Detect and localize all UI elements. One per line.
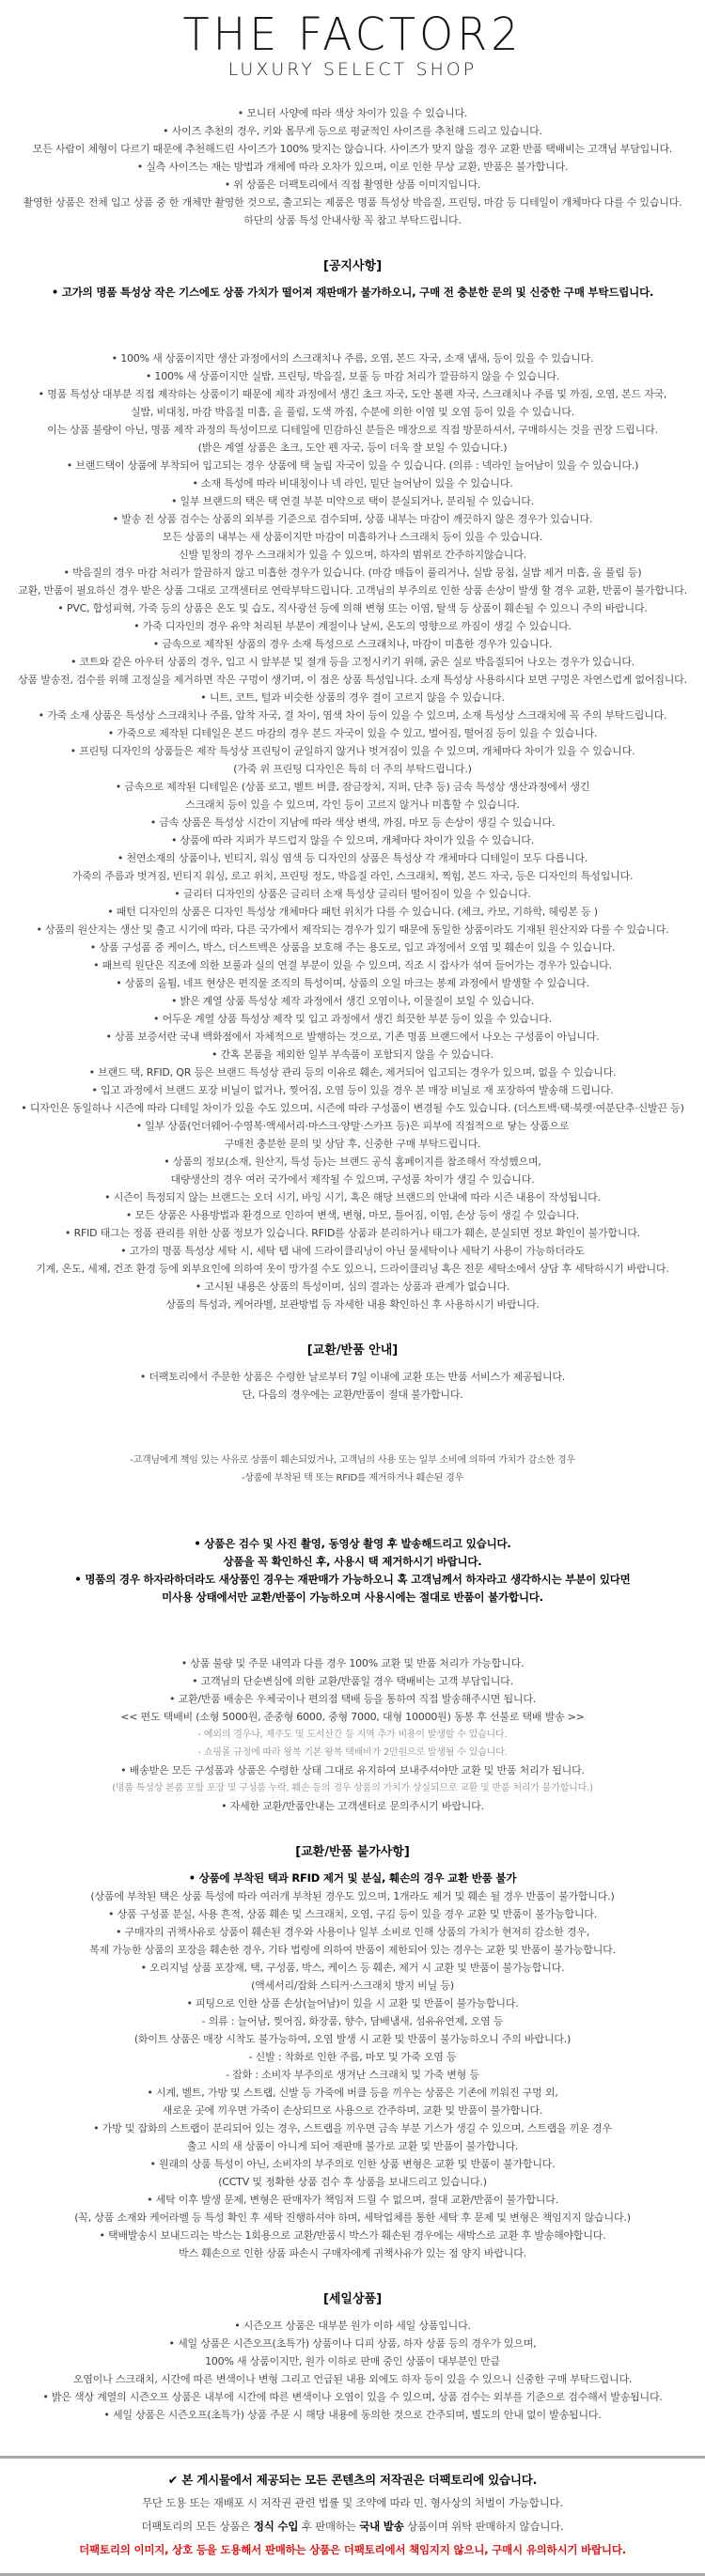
notice-line-segment: 국내 발송: [359, 2520, 404, 2534]
notice-line: • 상품에 따라 지퍼가 부드럽지 않을 수 있으며, 개체마다 차이가 있을 수 있습니다.: [170, 834, 535, 847]
notice-line: • 코트와 같은 아우터 상품의 경우, 입고 시 앞부분 및 절개 등을 고정시키기 위해, 굵은 실로 박음질되어 나오는 경우가 있습니다.: [70, 656, 635, 669]
section-title: [교환/반품 불가사항]: [295, 1845, 410, 1860]
notice-line: 이는 상품 불량이 아닌, 명품 제작 과정의 특성이므로 디테일에 민감하신 분들은 매장으로 직접 방문하셔서, 구매하시는 것을 권장 드립니다.: [47, 424, 658, 437]
notice-line: (명품 특성상 본품 포함 포장 및 구성품 누락, 훼손 등의 경우 상품의 가치가 상실되므로 교환 및 반품 처리가 불가합니다.): [112, 1783, 593, 1794]
notice-line: • 모니터 사양에 따라 색상 차이가 있을 수 있습니다.: [237, 107, 468, 120]
notice-line: • 더팩토리에서 주문한 상품은 수령한 날로부터 7일 이내에 교환 또는 반품 서비스가 제공됩니다.: [139, 1371, 566, 1384]
notice-line: • 프린팅 디자인의 상품들은 제작 특성상 프린팅이 균일하지 않거나 벗겨짐이 있을 수 있으며, 개체마다 차이가 있을 수 있습니다.: [70, 745, 635, 758]
notice-section: [0, 2290, 705, 2424]
notice-line: 구매전 충분한 문의 및 상담 후, 신중한 구매 부탁드립니다.: [224, 1138, 481, 1151]
notice-line: • 밝은 색상 계열의 시즌오프 상품은 내부에 시간에 따른 변색이나 오염이 있을 수 있으며, 상품 검수는 외부를 기준으로 검수해서 발송됩니다.: [42, 2391, 663, 2404]
notice-line: • 니트, 코트, 털과 비슷한 상품의 경우 결이 고르지 않을 수 있습니다.: [200, 691, 505, 705]
notice-line: • 모든 상품은 사용방법과 환경으로 인하여 변색, 변형, 마모, 틀어짐, 이염, 손상 등이 생길 수 있습니다.: [125, 1209, 580, 1222]
notice-line: • 브랜드택이 상품에 부착되어 입고되는 경우 상품에 택 눌림 자국이 있을 수 있습니다. (의류 : 넥라인 늘어남이 있을 수 있습니다.): [66, 459, 639, 473]
notice-line: • 시즌오프 상품은 대부분 원가 이하 세일 상품입니다.: [234, 2320, 471, 2333]
notice-line: • 상품 구성품 분실, 사용 흔적, 상품 훼손 및 스크래치, 오염, 구김 등이 있을 경우 교환 및 반품이 불가능합니다.: [108, 1908, 597, 1921]
notice-line: • 상품의 올튐, 네프 현상은 편직물 조직의 특성이며, 상품의 오일 마크는 봉제 과정에서 발생할 수 있습니다.: [116, 977, 589, 990]
notice-line: << 편도 택배비 (소형 5000원, 준중형 6000, 중형 7000, 대형 10000원) 동봉 후 선불로 택배 발송 >>: [120, 1711, 585, 1724]
notice-line: • 브랜드 택, RFID, QR 등은 브랜드 특성상 관리 등의 이유로 훼손, 제거되어 입고되는 경우가 있으며, 없을 수 있습니다.: [88, 1066, 617, 1079]
notice-line: • 위 상품은 더팩토리에서 직접 촬영한 상품 이미지입니다.: [224, 178, 481, 192]
notice-line-segment: 본 게시물에서 제공되는 모든 콘텐츠의 저작권은 더팩토리에 있습니다.: [178, 2473, 538, 2488]
notice-line: (CCTV 및 정확한 상품 검수 후 상품을 보내드리고 있습니다.): [218, 2176, 487, 2189]
notice-line: • 금속으로 제작된 상품의 경우 소재 특성으로 스크래치나, 마감이 미흡한 경우가 있습니다.: [152, 638, 553, 651]
notice-line: • 입고 과정에서 브랜드 포장 비닐이 없거나, 찢어짐, 오염 등이 있을 경우 본 매장 비닐로 재 포장하여 발송해 드립니다.: [91, 1084, 614, 1097]
notice-line: (꼭, 상품 소재와 케어라벨 등 특성 확인 후 세탁 진행하셔야 하며, 세탁업체를 통한 세탁 후 문제 및 변형은 책임지지 않습니다.): [74, 2211, 631, 2225]
notice-line: • 고가의 명품 특성상 세탁 시, 세탁 탭 내에 드라이클리닝이 아닌 물세탁이나 세탁기 사용이 가능하더라도: [120, 1245, 585, 1258]
notice-line: • 일부 상품(언더웨어·수영복·액세서리·마스크·양말·스카프 등)은 피부에 직접적으로 닿는 상품으로: [135, 1120, 570, 1133]
notice-line: • 상품 구성품 중 케이스, 박스, 더스트백은 상품을 보호해 주는 용도로, 입고 과정에서 오염 및 훼손이 있을 수 있습니다.: [89, 941, 616, 954]
notice-line: • PVC, 합성피혁, 가죽 등의 상품은 온도 및 습도, 직사광선 등에 의해 변형 또는 이염, 탈색 등 상품이 훼손될 수 있으니 주의 바랍니다.: [57, 602, 648, 615]
spacer: [0, 1622, 705, 1639]
section-title: [세일상품]: [322, 2292, 383, 2307]
notice-line: • 100% 새 상품이지만 실밥, 프린팅, 박음질, 보풀 등 마감 처리가 깔끔하지 않을 수 있습니다.: [145, 370, 560, 383]
notice-line: • 세탁 이후 발생 문제, 변형은 판매자가 책임져 드릴 수 없으며, 절대 교환/반품이 불가합니다.: [147, 2194, 558, 2207]
notice-line: 박스 훼손으로 인한 상품 파손시 구매자에게 귀책사유가 있는 점 양지 바랍니다.: [179, 2247, 526, 2260]
notice-line: • 상품 보증서란 국내 백화점에서 자체적으로 발행하는 것으로, 기존 명품 브랜드에서 나오는 구성품이 아닙니다.: [105, 1031, 600, 1044]
notice-line: • 사이즈 추천의 경우, 키와 몸무게 등으로 평균적인 사이즈를 추천해 드리고 있습니다.: [163, 125, 542, 138]
notice-line: • 일부 브랜드의 택은 택 연결 부분 미약으로 택이 분실되거나, 분리될 수 있습니다.: [170, 495, 535, 508]
notice-line: • 발송 전 상품 검수는 상품의 외부를 기준으로 검수되며, 상품 내부는 마감이 깨끗하지 않은 경우가 있습니다.: [112, 513, 593, 526]
notice-line: 더팩토리의 이미지, 상호 등을 도용해서 판매하는 상품은 더팩토리에서 책임지지 않으니, 구매시 유의하시기 바랍니다.: [79, 2543, 626, 2557]
notice-line: 상품 발송전, 검수를 위해 고정실을 제거하면 작은 구멍이 생기며, 이 점은 상품 특성입니다. 소재 특성상 사용하시다 보면 구멍은 자연스럽게 없어집니다.: [18, 674, 687, 687]
notice-line-segment: 후 판매하는: [298, 2520, 360, 2534]
notice-line: 무단 도용 또는 재배포 시 저작권 관련 법률 및 조약에 따라 민. 형사상의 처벌이 가능합니다.: [141, 2496, 563, 2510]
notice-line: (밝은 계열 상품은 초크, 도안 펜 자국, 등이 더욱 잘 보일 수 있습니다.): [197, 442, 508, 455]
brand-tagline: LUXURY SELECT SHOP: [227, 59, 478, 81]
spacer: [0, 1502, 705, 1520]
notice-line: • 오리지널 상품 포장재, 택, 구성품, 박스, 케이스 등 훼손, 제거 시 교환 및 반품이 불가능합니다.: [140, 1962, 565, 1975]
notice-section: [0, 257, 705, 1313]
notice-line: 모든 상품의 내부는 새 상품이지만 마감이 미흡하거나 스크래치 등이 있을 수 있습니다.: [162, 531, 543, 544]
notice-line: • 상품 불량 및 주문 내역과 다를 경우 100% 교환 및 반품 처리가 가능합니다.: [180, 1657, 525, 1670]
section-title: [교환/반품 안내]: [306, 1343, 399, 1358]
notice-line: • 디자인은 동일하나 시즌에 따라 디테일 차이가 있을 수도 있으며, 시즌에 따라 구성품이 변경될 수도 있습니다. (더스트백·택·북렛·여분단추·신발끈 등): [21, 1102, 684, 1115]
notice-line: 100% 새 상품이지만, 원가 이하로 판매 중인 상품이 대부분인 만큼: [205, 2355, 500, 2368]
notice-line: • 가죽 디자인의 경우 유약 처리된 부분이 계절이나 날씨, 온도의 영향으로 까짐이 생길 수 있습니다.: [133, 620, 572, 633]
notice-line: 미사용 상태에서만 교환/반품이 가능하오며 사용시에는 절대로 반품이 불가합니다.: [162, 1591, 543, 1605]
notice-line: • 배송받은 모든 구성품과 상품은 수령한 상태 그대로 유지하여 보내주셔야만 교환 및 반품 처리가 됩니다.: [120, 1764, 585, 1777]
notice-line: • 고가의 명품 특성상 작은 기스에도 상품 가치가 떨어져 재판매가 불가하오니, 구매 전 충분한 문의 및 신중한 구매 부탁드립니다.: [51, 286, 654, 300]
notice-line: • 시계, 벨트, 가방 및 스트랩, 신발 등 가죽에 버클 등을 끼우는 상품은 기존에 끼워진 구멍 외,: [147, 2087, 558, 2100]
notice-sections: [0, 257, 705, 2424]
footer-copyright-box: [0, 2456, 705, 2576]
spacer: [0, 317, 705, 334]
notice-line: • 택배발송시 보내드리는 박스는 1회용으로 교환/반품시 박스가 훼손된 경우에는 새박스로 교환 후 발송해야합니다.: [99, 2229, 606, 2242]
notice-line: • 교환/반품 배송은 우체국이나 편의점 택배 등을 통하여 직접 발송해주시면 됩니다.: [168, 1693, 537, 1706]
notice-line-segment: 정식 수입: [253, 2520, 299, 2534]
notice-line: 새로운 곳에 끼우면 가죽이 손상되므로 사용으로 간주하며, 교환 및 반품이 불가합니다.: [162, 2104, 543, 2118]
notice-section: [0, 1342, 705, 1815]
notice-line: • 세일 상품은 시즌오프(초특가) 상품 주문 시 해당 내용에 동의한 것으로 간주되며, 별도의 안내 없이 발송됩니다.: [103, 2409, 602, 2422]
notice-line: • RFID 태그는 정품 관리를 위한 상품 정보가 있습니다. RFID를 상품과 분리하거나 태그가 훼손, 분실되면 정보 확인이 불가합니다.: [64, 1227, 640, 1240]
notice-line: • 천연소재의 상품이나, 빈티지, 워싱 염색 등 디자인의 상품은 특성상 각 개체마다 디테일이 모두 다릅니다.: [117, 852, 588, 865]
notice-line: • 금속 상품은 특성상 시간이 지남에 따라 색상 변색, 까짐, 마모 등 손상이 생길 수 있습니다.: [149, 816, 556, 830]
notice-line: • 상품의 원산지는 생산 및 출고 시기에 따라, 다른 국가에서 제작되는 경우가 있기 때문에 동일한 상품이라도 기재된 원산지와 다를 수 있습니다.: [36, 923, 669, 937]
notice-line: [0, 2468, 705, 2491]
notice-line: (상품에 부착된 택은 상품 특성에 따라 여러개 부착된 경우도 있으며, 1개라도 제거 및 훼손 될 경우 반품이 불가합니다.): [90, 1890, 615, 1903]
notice-line: 하단의 상품 특성 안내사항 꼭 참고 부탁드립니다.: [243, 214, 462, 227]
notice-line: • 실측 사이즈는 재는 방법과 개체에 따라 오차가 있으며, 이로 인한 무상 교환, 반품은 불가합니다.: [136, 161, 569, 174]
notice-line: 상품을 꼭 확인하신 후, 사용시 택 제거하시기 바랍니다.: [223, 1555, 482, 1569]
notice-line: • 피팅으로 인한 상품 손상(늘어남)이 있을 시 교환 및 반품이 불가능합니다.: [186, 1997, 519, 2010]
notice-line: 실밥, 비대칭, 마감 박음질 미흡, 올 풀림, 도색 까짐, 수분에 의한 이염 및 오염 등이 있을 수 있습니다.: [130, 406, 574, 419]
notice-line: 기계, 온도, 세제, 건조 환경 등에 외부요인에 의하여 옷이 망가질 수도 있으니, 드라이클리닝 혹은 전문 세탁소에서 상담 후 세탁하시기 바랍니다.: [36, 1263, 669, 1276]
notice-line: (액세서리/잡화 스티커·스크래치 방지 비닐 등): [251, 1979, 454, 1993]
notice-line: • 시즌이 특정되지 않는 브랜드는 오더 시기, 바잉 시기, 혹은 해당 브랜드의 안내에 따라 시즌 내용이 작성됩니다.: [104, 1191, 601, 1204]
notice-line: • 명품의 경우 하자라하더라도 새상품인 경우는 재판매가 가능하오니 혹 고객님께서 하자라고 생각하시는 부분이 있다면: [74, 1573, 631, 1587]
intro-notes: [0, 104, 705, 229]
notice-line: (화이트 상품은 매장 시착도 불가능하여, 오염 발생 시 교환 및 반품이 불가능하오니 주의 바랍니다.): [133, 2033, 572, 2046]
notice-line: • 패브릭 원단은 직조에 의한 보풀과 실의 연결 부분이 있을 수 있으며, 직조 시 잡사가 섞여 들어가는 경우가 있습니다.: [93, 959, 612, 972]
notice-line: • 패턴 디자인의 상품은 디자인 특성상 개체마다 패턴 위치가 다를 수 있습니다. (체크, 카모, 기하학, 헤링본 등 ): [107, 906, 598, 919]
notice-line: 모든 사람이 체형이 다르기 때문에 추천해드린 사이즈가 100% 맞지는 않습니다. 사이즈가 맞지 않을 경우 교환 반품 택배비는 고객님 부담입니다.: [32, 143, 673, 156]
notice-line: 상품의 특성과, 케어라벨, 보관방법 등 자세한 내용 확인하신 후 사용하시기 바랍니다.: [165, 1298, 540, 1311]
notice-line: [0, 2515, 705, 2538]
notice-line: 촬영한 상품은 전체 입고 상품 중 한 개체만 촬영한 것으로, 출고되는 제품은 명품 특성상 박음질, 프린팅, 마감 등 디테일이 개체마다 다를 수 있습니다.: [23, 196, 682, 209]
notice-line: • 가방 및 잡화의 스트랩이 분리되어 있는 경우, 스트랩을 끼우면 금속 부분 기스가 생길 수 있으며, 스트랩을 끼운 경우: [93, 2122, 612, 2135]
notice-line: 교환, 반품이 필요하신 경우 받은 상품 그대로 고객센터로 연락부탁드립니다. 고객님의 부주의로 인한 상품 손상이 발생 할 경우 교환, 반품이 불가합니다.: [18, 584, 687, 597]
notice-line: • 고시된 내용은 상품의 특성이며, 심의 결과는 상품과 관계가 없습니다.: [195, 1280, 510, 1294]
brand-logo: THE FACTOR2: [182, 7, 523, 61]
notice-line: • 가죽 소재 상품은 특성상 스크래치나 주름, 압착 자국, 결 차이, 염색 차이 등이 있을 수 있으며, 소재 특성상 스크래치에 꼭 주의 부탁드립니다.: [38, 709, 667, 722]
notice-line-segment: 더팩토리의 모든 상품은: [141, 2520, 254, 2534]
notice-line-segment: 상품이며 위탁 판매하지 않습니다.: [403, 2520, 564, 2534]
notice-line: • 고객님의 단순변심에 의한 교환/반품일 경우 택배비는 고객 부담입니다.: [192, 1675, 513, 1688]
section-title: [공지사항]: [322, 259, 383, 274]
notice-line: -고객님에게 책임 있는 사유로 상품이 훼손되었거나, 고객님의 사용 또는 일부 소비에 의하여 가치가 감소한 경우: [130, 1455, 575, 1466]
notice-line: • 글리터 디자인의 상품은 글리터 소재 특성상 글리터 떨어짐이 있을 수 있습니다.: [174, 888, 531, 901]
notice-line: - 의류 : 늘어남, 찢어짐, 화장품, 향수, 담배냄새, 섬유유연제, 오염 등: [201, 2015, 504, 2028]
notice-line: 복제 가능한 상품의 포장을 훼손한 경우, 기타 법령에 의하여 반품이 제한되어 있는 경우는 교환 및 반품이 불가능합니다.: [89, 1944, 616, 1957]
notice-line: • 밝은 계열 상품 특성상 제작 과정에서 생긴 오염이나, 이물질이 보일 수 있습니다.: [170, 995, 535, 1008]
notice-line: • 구매자의 귀책사유로 상품이 훼손된 경우와 사용이나 일부 소비로 인해 상품의 가치가 현저히 감소한 경우,: [115, 1926, 590, 1939]
notice-line: 가죽의 주름과 벗겨짐, 빈티지 워싱, 로고 위치, 프린팅 정도, 박음질 라인, 스크래치, 찍힘, 본드 자국, 등은 디자인의 특성입니다.: [71, 870, 634, 883]
check-icon: ✔: [167, 2473, 179, 2488]
notice-line: • 자세한 교환/반품안내는 고객센터로 문의주시기 바랍니다.: [221, 1800, 484, 1813]
notice-line: • 간혹 본품을 제외한 일부 부속품이 포함되지 않을 수 있습니다.: [212, 1048, 494, 1062]
notice-line: • 상품은 검수 및 사진 촬영, 동영상 촬영 후 발송해드리고 있습니다.: [194, 1537, 511, 1551]
notice-line: • 소재 특성에 따라 비대칭이나 넥 라인, 밑단 늘어남이 있을 수 있습니다.: [192, 477, 513, 490]
notice-line: 대량생산의 경우 여러 국가에서 제작될 수 있으며, 구성품 차이가 생길 수 있습니다.: [170, 1173, 535, 1187]
spacer: [0, 1419, 705, 1436]
notice-line: 신발 밑창의 경우 스크래치가 있을 수 있으며, 하자의 범위로 간주하지않습니다.: [179, 549, 526, 562]
notice-line: 단, 다음의 경우에는 교환/반품이 절대 불가합니다.: [242, 1389, 463, 1402]
notice-line: • 박음질의 경우 마감 처리가 깔끔하지 않고 미흡한 경우가 있습니다. (마감 매듭이 풀리거나, 실밥 뭉침, 실밥 제거 미흡, 올 풀림 등): [63, 566, 642, 580]
notice-line: • 원래의 상품 특성이 아닌, 소비자의 부주의로 인한 상품 변형은 교환 및 반품이 불가합니다.: [149, 2158, 556, 2171]
notice-line: (가죽 위 프린팅 디자인은 특히 더 주의 부탁드립니다.): [233, 763, 472, 776]
notice-line: - 잡화 : 소비자 부주의로 생겨난 스크래치 및 가죽 변형 등: [226, 2069, 479, 2082]
notice-line: 오염이나 스크래치, 시간에 따른 변색이나 변형 그리고 언급된 내용 외에도 하자 등이 있을 수 있으니 신중한 구매 부탁드립니다.: [72, 2373, 633, 2386]
notice-line: • 어두운 계열 상품 특성상 제작 및 입고 과정에서 생긴 희끗한 부분 등이 있을 수 있습니다.: [153, 1013, 552, 1026]
notice-line: -상품에 부착된 택 또는 RFID를 제거하거나 훼손된 경우: [241, 1473, 463, 1484]
notice-line: • 상품에 부착된 택과 RFID 제거 및 분실, 훼손의 경우 교환 반품 불가: [188, 1871, 517, 1885]
notice-line: • 세일 상품은 시즌오프(초특가) 상품이나 디피 상품, 하자 상품 등의 경우가 있으며,: [168, 2337, 537, 2351]
notice-line: - 예외의 경우나, 제주도 및 도서산간 등 지역 추가 비용이 발생할 수 있습니다.: [197, 1730, 508, 1741]
notice-line: • 가죽으로 제작된 디테일은 본드 마감의 경우 본드 자국이 있을 수 있고, 벌어짐, 떨어짐 등이 있을 수 있습니다.: [107, 727, 598, 740]
notice-line: 출고 시의 새 상품이 아니게 되어 재판매 불가로 교환 및 반품이 불가합니다.: [186, 2140, 519, 2153]
notice-line: • 상품의 정보(소재, 원산지, 특성 등)는 브랜드 공식 홈페이지를 참조해서 작성했으며,: [164, 1156, 541, 1169]
notice-line: • 명품 특성상 대부분 직접 제작하는 상품이기 때문에 제작 과정에서 생긴 초크 자국, 도안 볼펜 자국, 스크래치나 주름 및 까짐, 오염, 본드 자국,: [38, 388, 667, 401]
notice-line: - 신발 : 착화로 인한 주름, 마모 및 가죽 오염 등: [248, 2051, 457, 2064]
notice-line: 스크래치 등이 있을 수 있으며, 각인 등이 고르지 않거나 미흡할 수 있습니다.: [185, 799, 520, 812]
notice-line: • 100% 새 상품이지만 생산 과정에서의 스크래치나 주름, 오염, 본드 자국, 소재 냄새, 등이 있을 수 있습니다.: [111, 352, 594, 365]
notice-section: [0, 1843, 705, 2262]
notice-line: • 금속으로 제작된 디테일은 (상품 로고, 벨트 버클, 잠금장치, 지퍼, 단추 등) 금속 특성상 생산과정에서 생긴: [115, 781, 590, 794]
notice-line: - 쇼핑몰 규정에 따라 왕복 기본 왕복 택배비가 2만원으로 발생될 수 있습니다.: [197, 1747, 508, 1759]
